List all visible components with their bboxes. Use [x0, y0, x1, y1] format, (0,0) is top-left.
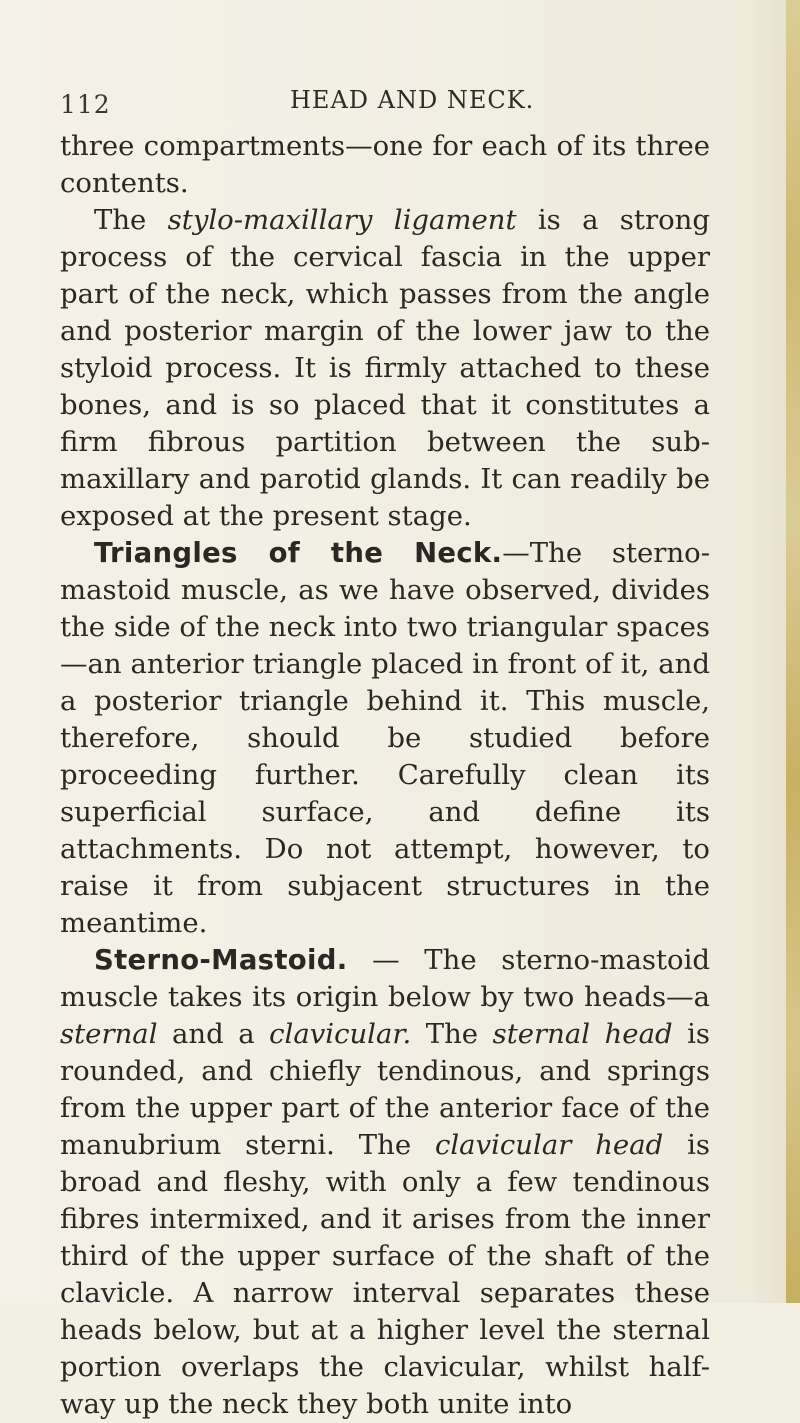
page-edge-stain [786, 0, 800, 1303]
paragraph-sterno-mastoid [60, 942, 710, 1423]
paragraph-lead: The [94, 204, 168, 236]
italic-term: sternal [60, 1018, 158, 1050]
running-head: HEAD AND NECK. [290, 86, 535, 114]
paragraph-continuation [60, 128, 710, 202]
section-heading-triangles: Triangles of the Neck. [94, 537, 503, 569]
paragraph-text: is broad and fleshy, with only a few tendinous fibres intermixed, and it arises from the inner third of the upper surface of the shaft of the clavicle. A narrow interval separates these heads below, but at a higher level the sternal portion overlaps the clavicular, whilst half-way up the neck they both unite into [60, 1129, 710, 1420]
italic-term: clavicular head [434, 1129, 664, 1161]
body-text [60, 128, 710, 1423]
paragraph-text: is a strong process of the cervical fascia in the upper part of the neck, which passes from the angle and posterior margin of the lower jaw to the styloid process. It is firmly attached to these bones, and is so placed that it constitutes a firm fibrous partition between the sub-maxillary and parotid glands. It can readily be exposed at the present stage. [60, 204, 710, 532]
paragraph-text: —The sterno-mastoid muscle, as we have observed, divides the side of the neck into two triangular spaces—an anterior triangle placed in front of it, and a posterior triangle behind it. This muscle, therefore, should be studied before proceeding further. Carefully clean its superficial surface, and define its attachments. Do not attempt, however, to raise it from subjacent structures in the meantime. [60, 537, 711, 939]
section-heading-sterno-mastoid: Sterno-Mastoid. [94, 944, 348, 976]
italic-term: clavicular. [269, 1018, 412, 1050]
italic-term: sternal head [492, 1018, 673, 1050]
paragraph-text: and a [157, 1018, 270, 1050]
paragraph-text: is rounded, and chiefly tendinous, and springs from the upper part of the anterior face of the manubrium sterni. The [60, 1018, 710, 1161]
paragraph-text: — The sterno-mastoid muscle takes its origin below by two heads—a [60, 944, 710, 1013]
paragraph-stylo-maxillary [60, 202, 710, 535]
page-header [60, 86, 720, 122]
page-number: 112 [60, 90, 111, 119]
paragraph-triangles [60, 535, 710, 942]
paragraph-text: The [411, 1018, 493, 1050]
paragraph-text: three compartments—one for each of its three contents. [60, 130, 710, 199]
italic-term: stylo-maxillary ligament [167, 204, 517, 236]
